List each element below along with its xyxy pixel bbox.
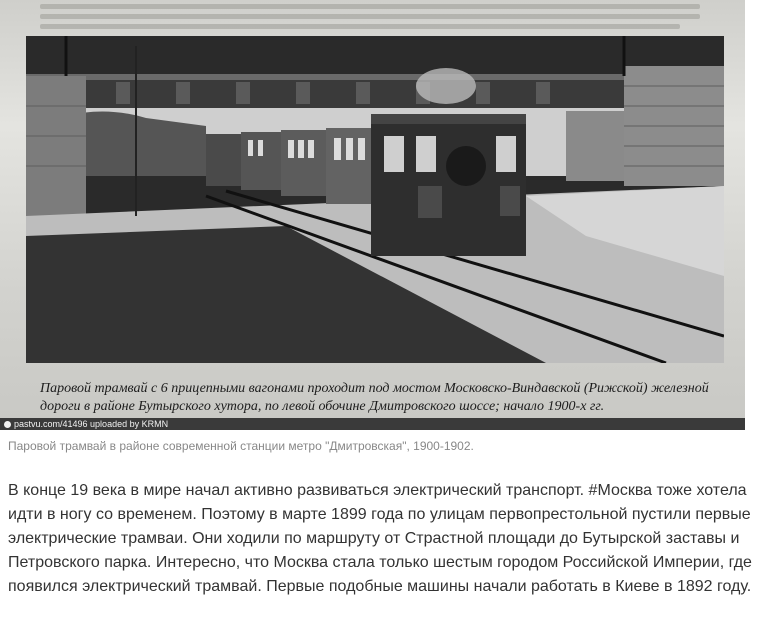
historical-photo bbox=[26, 36, 724, 363]
photo-credit-text: pastvu.com/41496 uploaded by KRMN bbox=[14, 419, 169, 429]
photo-credit-bar[interactable] bbox=[0, 418, 745, 430]
article-paragraph: В конце 19 века в мире начал активно развиваться электрический транспорт. #Москва тоже хотела идти в ногу со временем. Поэтому в марте 1899 года по улицам первопрестольной пустили первые электрические трамваи. Они ходили по маршруту от Страстной площади до Бутырской заставы и Петровского парка. Интересно, что Москва стала только шестым городом Российской Империи, где появился электрический трамвай. Первые подобные машины начали работать в Киеве в 1892 году. bbox=[8, 482, 752, 595]
bleed-text-line bbox=[40, 14, 700, 19]
bleed-text-line bbox=[40, 24, 680, 29]
photo-caption: Паровой трамвай в районе современной станции метро "Дмитровская", 1900-1902. bbox=[8, 439, 474, 453]
printed-photo-caption: Паровой трамвай с 6 прицепными вагонами проходит под мостом Московско-Виндавской (Рижской) железной дороги в районе Бутырского хутора, по левой обочине Дмитровского шоссе; начало 1900-х гг. bbox=[40, 381, 709, 414]
pastvu-logo-icon bbox=[4, 421, 11, 428]
bleed-text-line bbox=[40, 4, 700, 9]
steam-tram-illustration bbox=[26, 36, 724, 363]
